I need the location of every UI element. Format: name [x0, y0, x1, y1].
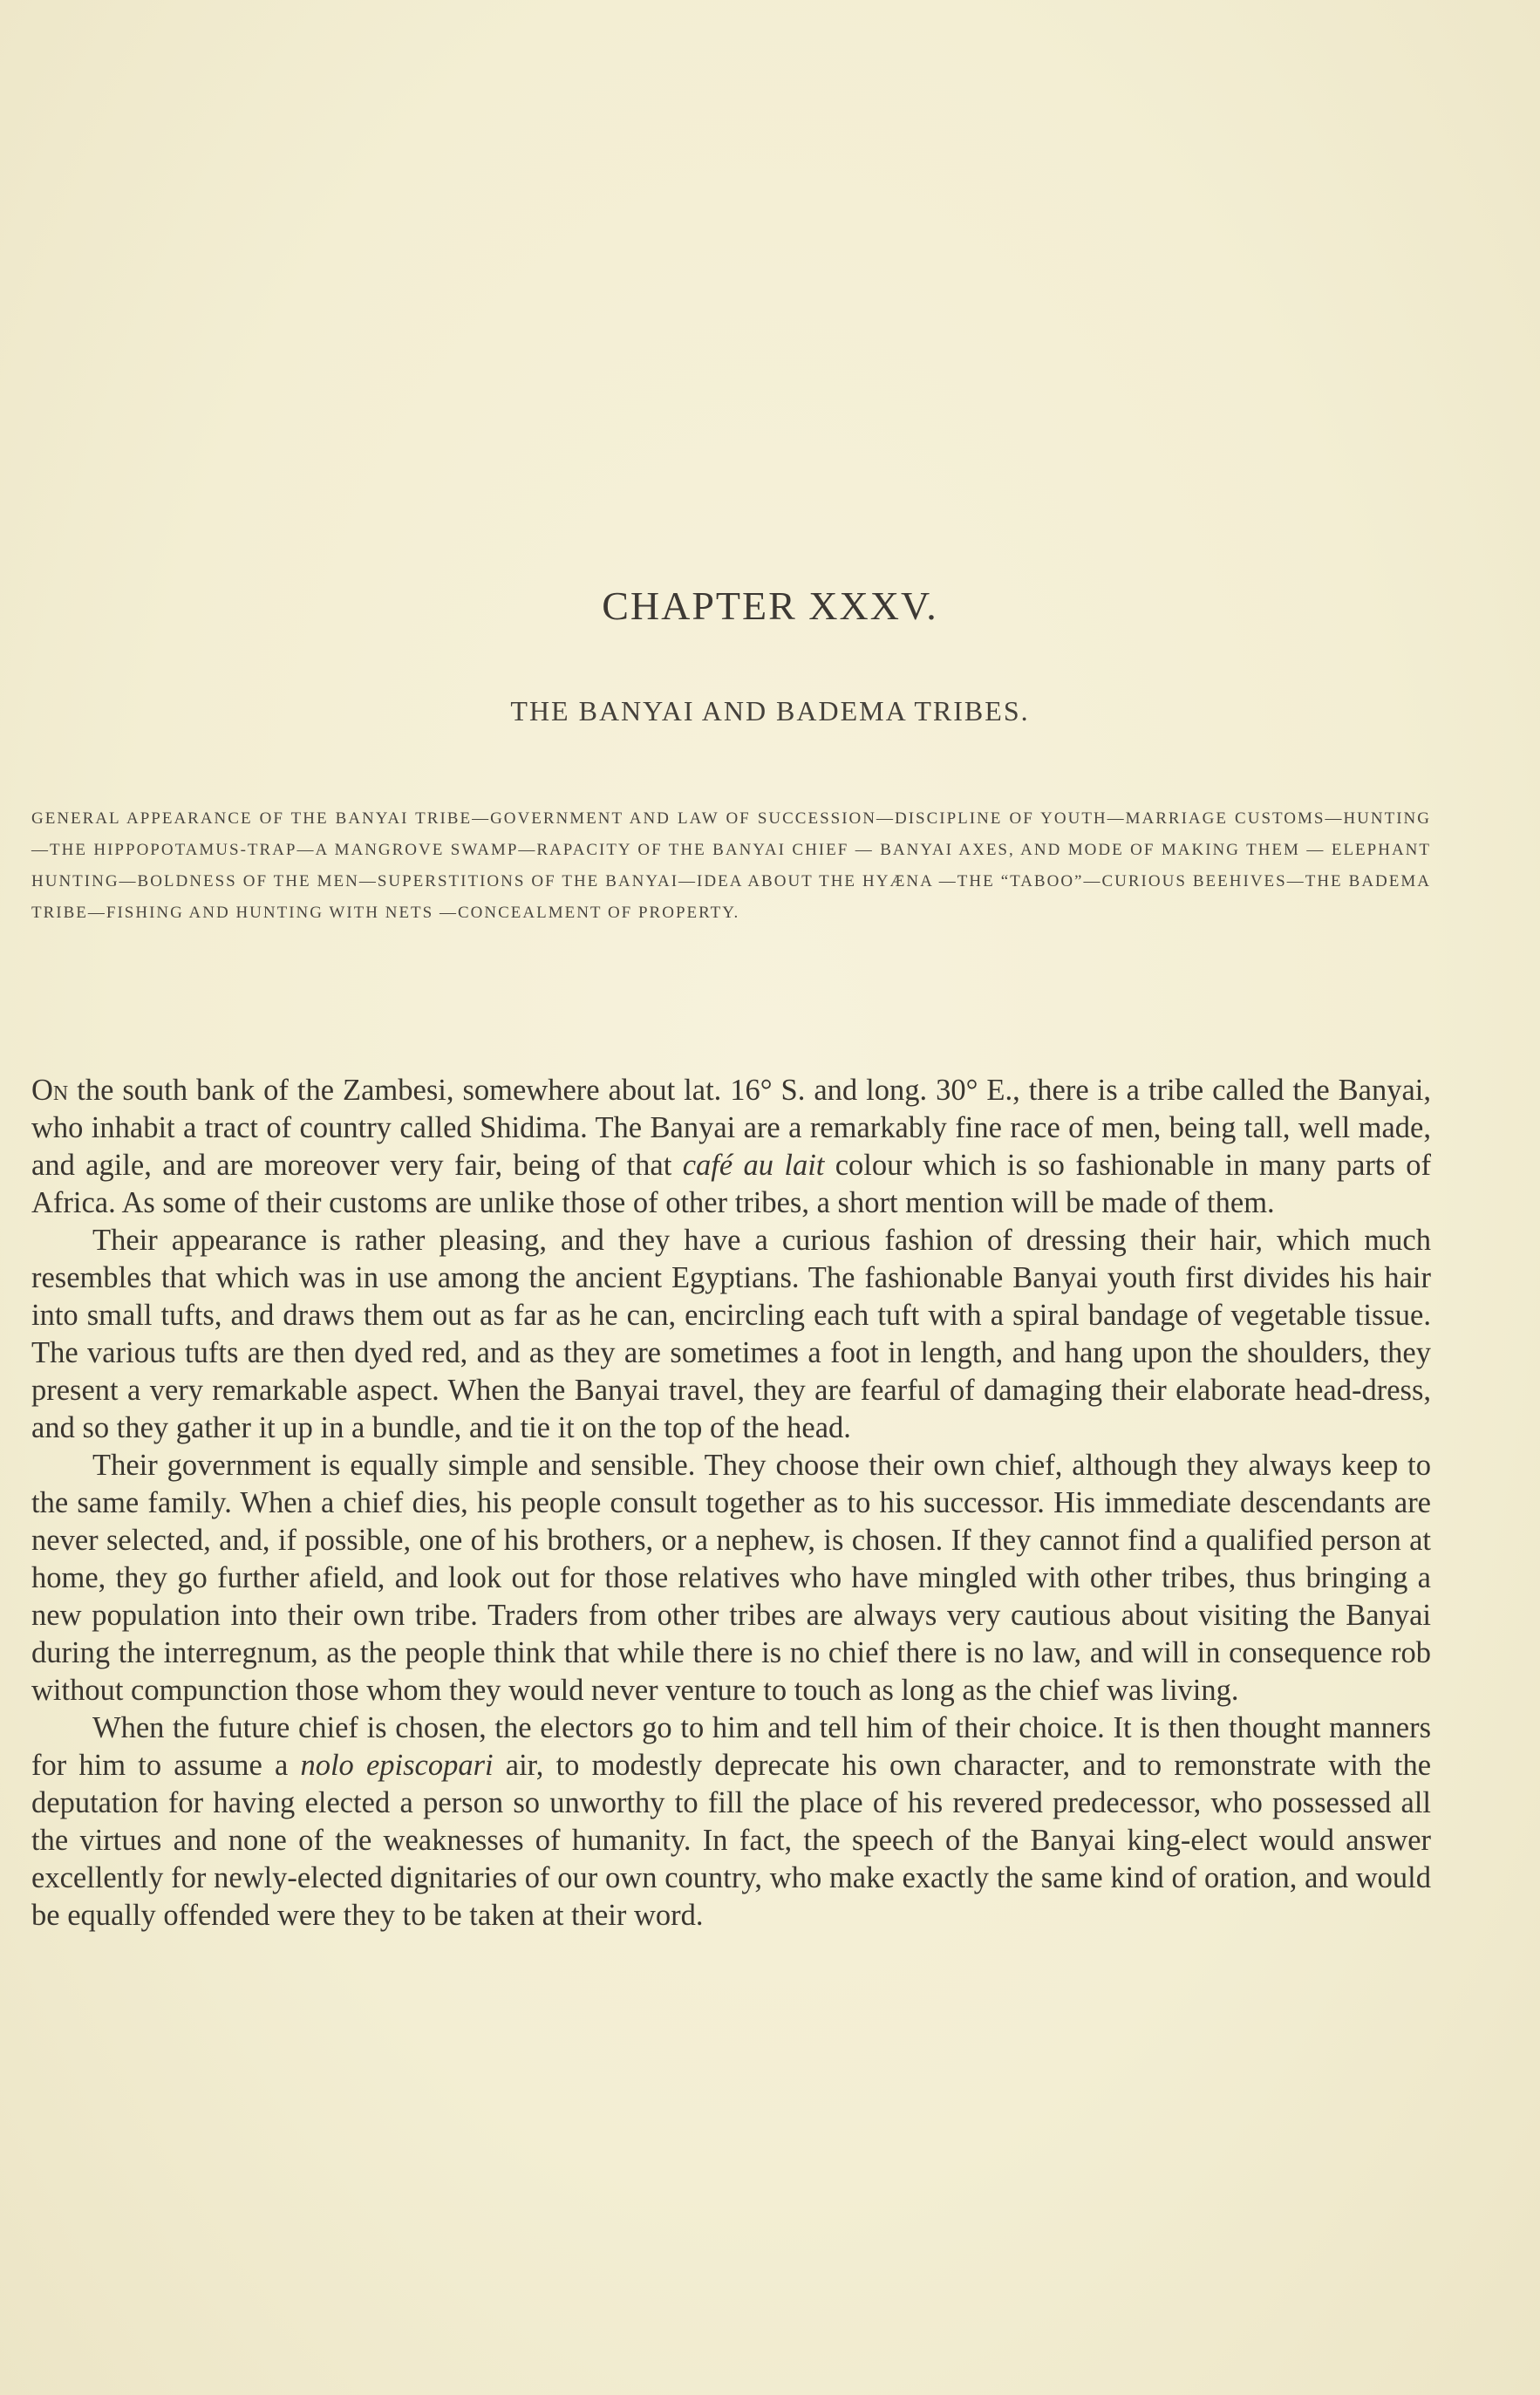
chapter-title: THE BANYAI AND BADEMA TRIBES. [510, 695, 1030, 727]
paragraph-4-italic: nolo episcopari [300, 1749, 494, 1782]
paragraph-1-text-a: the south bank of the Zambesi, somewhere about lat. 16° S. and long. 30° E., there is a tribe called the Banyai, who inhabit a tract of country called Shidima. The Banyai are a remarkably fine race of men, being tall, well made, and agile, and are moreover very fair, being of that [31, 1074, 1431, 1182]
paragraph-lead-word: On [31, 1074, 69, 1107]
paragraph-4-text-a: When the future chief is chosen, the electors go to him and tell him of their choice. It is then thought manners for him to assume a [31, 1711, 1431, 1782]
chapter-synopsis: GENERAL APPEARANCE OF THE BANYAI TRIBE—GOVERNMENT AND LAW OF SUCCESSION—DISCIPLINE OF YOUTH—MARRIAGE CUSTOMS—HUNTING—THE HIPPOPOTAMUS-TRAP—A MANGROVE SWAMP—RAPACITY OF THE BANYAI CHIEF — BANYAI AXES, AND MODE OF MAKING THEM — ELEPHANT HUNTING—BOLDNESS OF THE MEN—SUPERSTITIONS OF THE BANYAI—IDEA ABOUT THE HYÆNA —THE “TABOO”—CURIOUS BEEHIVES—THE BADEMA TRIBE—FISHING AND HUNTING WITH NETS —CONCEALMENT OF PROPERTY. [31, 809, 1431, 922]
paragraph-1-text-b: colour which is so fashionable in many parts of Africa. As some of their customs are unlike those of other tribes, a short mention will be made of them. [31, 1149, 1432, 1219]
paragraph-4-text-b: air, to modestly deprecate his own character, and to remonstrate with the deputation for having elected a person so unworthy to fill the place of his revered predecessor, who possessed all the virtues and none of the weaknesses of humanity. In fact, the speech of the Banyai king-elect would answer excellently for newly-elected dignitaries of our own country, who make exactly the same kind of oration, and would be equally offended were they to be taken at their word. [31, 1749, 1432, 1932]
paragraph-4 [31, 1709, 1431, 1934]
paragraph-2: Their appearance is rather pleasing, and they have a curious fashion of dressing their hair, which much resembles that which was in use among the ancient Egyptians. The fashionable Banyai youth first divides his hair into small tufts, and draws them out as far as he can, encircling each tuft with a spiral bandage of vegetable tissue. The various tufts are then dyed red, and as they are sometimes a foot in length, and hang upon the shoulders, they present a very remarkable aspect. When the Banyai travel, they are fearful of damaging their elaborate head-dress, and so they gather it up in a bundle, and tie it on the top of the head. [31, 1224, 1431, 1444]
chapter-heading: CHAPTER XXXV. [602, 583, 938, 628]
paragraph-1 [31, 1072, 1431, 1222]
paragraph-3: Their government is equally simple and sensible. They choose their own chief, although they always keep to the same family. When a chief dies, his people consult together as to his successor. His immediate descendants are never selected, and, if possible, one of his brothers, or a nephew, is chosen. If they cannot find a qualified person at home, they go further afield, and look out for those relatives who have mingled with other tribes, thus bringing a new population into their own tribe. Traders from other tribes are always very cautious about visiting the Banyai during the interregnum, as the people think that while there is no chief there is no law, and will in consequence rob without compunction those whom they would never venture to touch as long as the chief was living. [31, 1449, 1431, 1707]
paragraph-1-italic: café au lait [682, 1149, 825, 1182]
body-text [31, 1072, 1431, 1934]
